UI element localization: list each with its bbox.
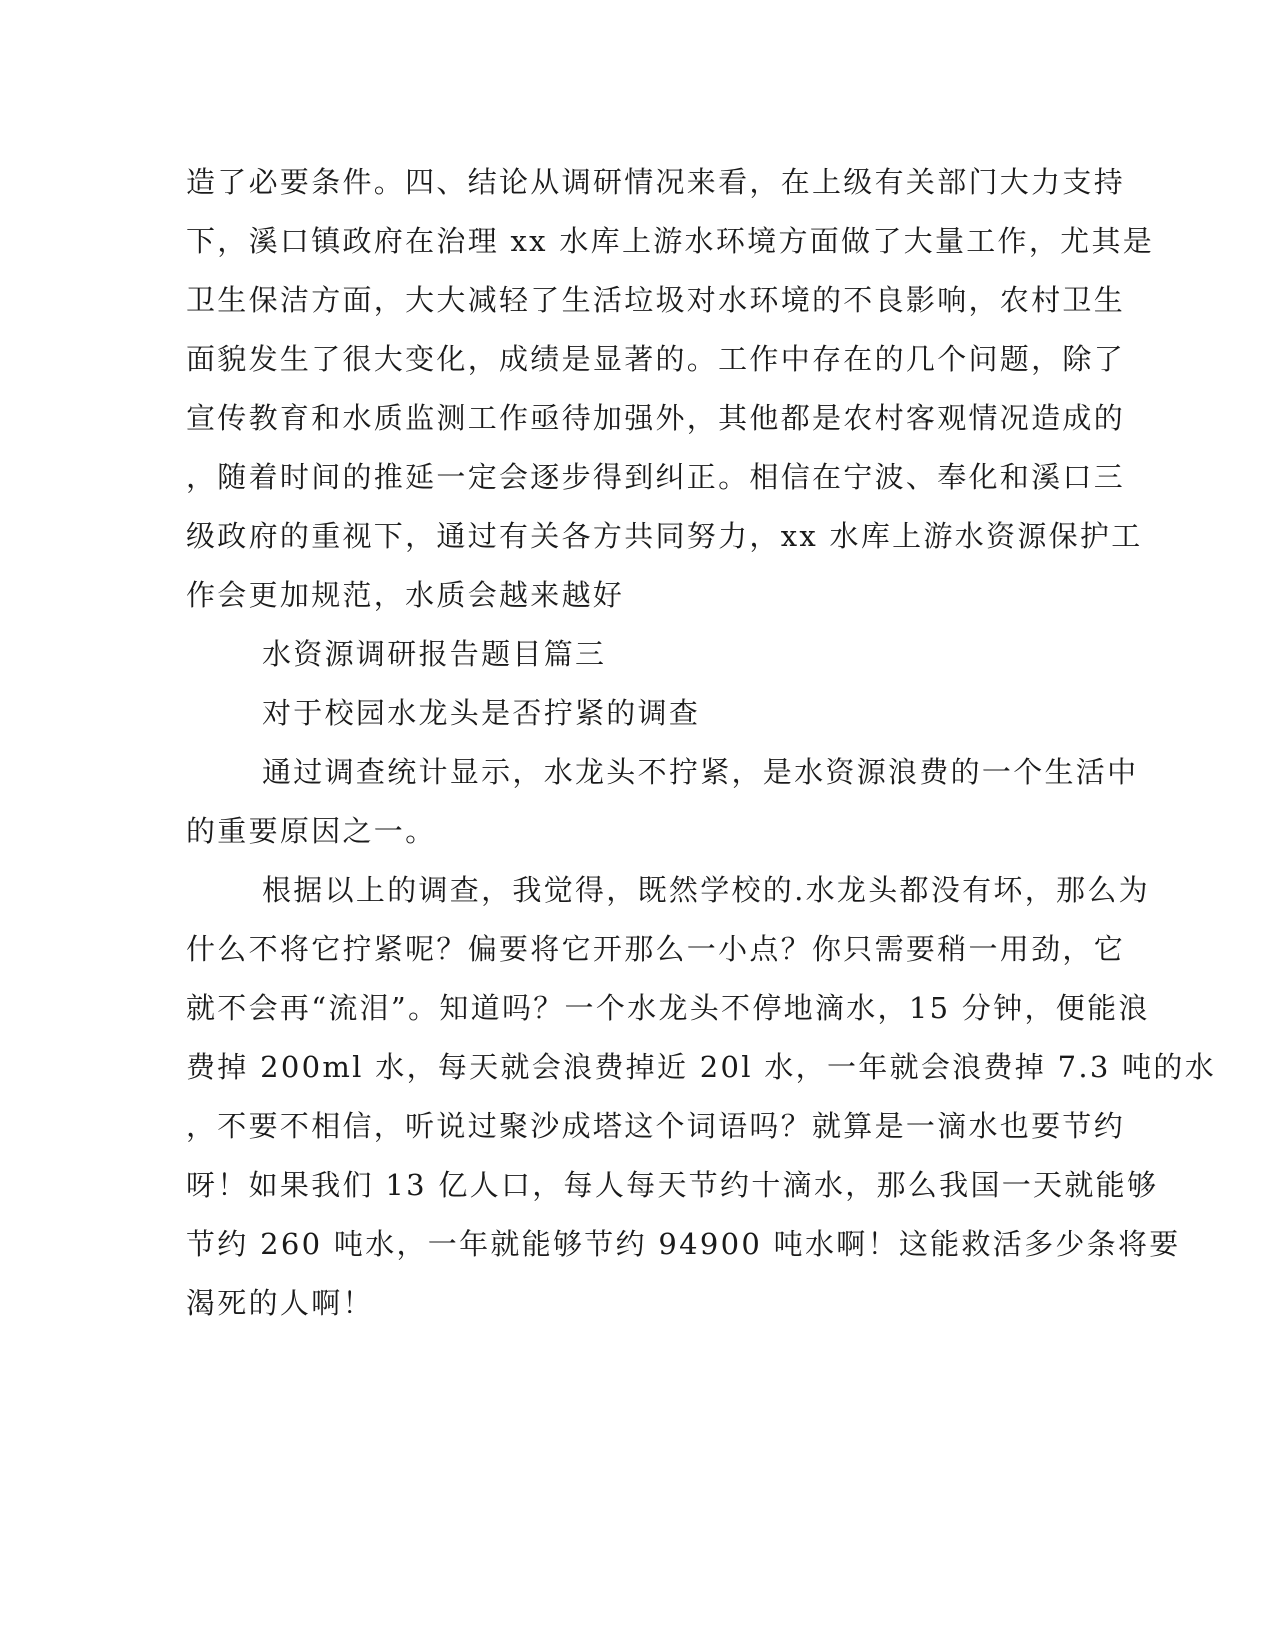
paragraph-line: 作会更加规范，水质会越来越好 <box>186 578 625 612</box>
paragraph-line: 根据以上的调查，我觉得，既然学校的.水龙头都没有坏，那么为 <box>262 873 1150 907</box>
paragraph-line: 的重要原因之一。 <box>186 814 437 848</box>
paragraph-line: 通过调查统计显示，水龙头不拧紧，是水资源浪费的一个生活中 <box>262 755 1139 789</box>
paragraph-line: 就不会再“流泪”。知道吗？一个水龙头不停地滴水，15 分钟，便能浪 <box>186 991 1150 1025</box>
paragraph-line: 什么不将它拧紧呢？偏要将它开那么一小点？你只需要稍一用劲，它 <box>186 932 1126 966</box>
paragraph-line: 节约 260 吨水，一年就能够节约 94900 吨水啊！这能救活多少条将要 <box>186 1227 1181 1261</box>
paragraph-line: 渴死的人啊！ <box>186 1286 374 1320</box>
paragraph-line: 宣传教育和水质监测工作亟待加强外，其他都是农村客观情况造成的 <box>186 401 1126 435</box>
paragraph-line: 呀！如果我们 13 亿人口，每人每天节约十滴水，那么我国一天就能够 <box>186 1168 1159 1202</box>
paragraph-line: 造了必要条件。四、结论从调研情况来看，在上级有关部门大力支持 <box>186 165 1126 199</box>
paragraph-line: 面貌发生了很大变化，成绩是显著的。工作中存在的几个问题，除了 <box>186 342 1126 376</box>
subsection-title: 对于校园水龙头是否拧紧的调查 <box>262 696 701 730</box>
paragraph-line: 下，溪口镇政府在治理 xx 水库上游水环境方面做了大量工作，尤其是 <box>186 224 1155 258</box>
paragraph-line: 费掉 200ml 水，每天就会浪费掉近 20l 水，一年就会浪费掉 7.3 吨的水 <box>186 1050 1217 1084</box>
section-title: 水资源调研报告题目篇三 <box>262 637 607 671</box>
paragraph-line: ，随着时间的推延一定会逐步得到纠正。相信在宁波、奉化和溪口三 <box>186 460 1126 494</box>
paragraph-line: 级政府的重视下，通过有关各方共同努力，xx 水库上游水资源保护工 <box>186 519 1143 553</box>
paragraph-line: 卫生保洁方面，大大减轻了生活垃圾对水环境的不良影响，农村卫生 <box>186 283 1126 317</box>
paragraph-line: ，不要不相信，听说过聚沙成塔这个词语吗？就算是一滴水也要节约 <box>186 1109 1126 1143</box>
